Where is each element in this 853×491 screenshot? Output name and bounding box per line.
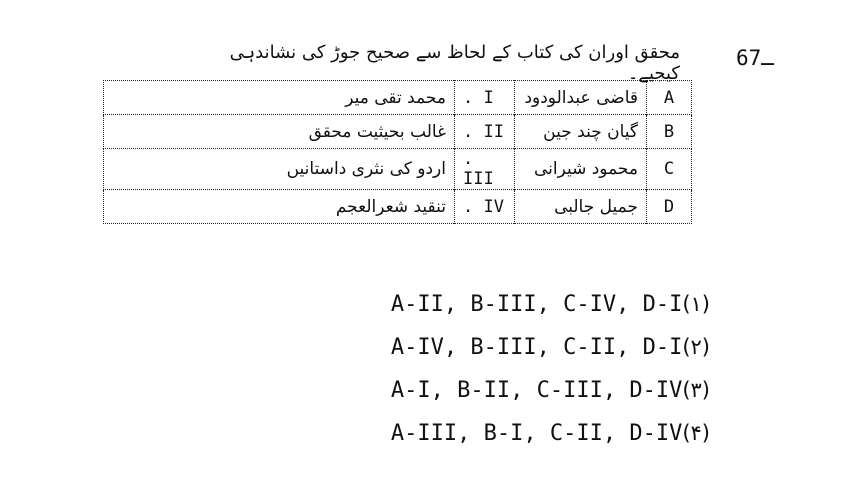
question-dash: ـ	[761, 46, 774, 70]
table-row	[104, 115, 692, 149]
row-letter: B	[647, 115, 692, 149]
table-row	[104, 190, 692, 224]
book-title: تنقید شعرالعجم	[104, 190, 455, 224]
answer-option[interactable]	[260, 378, 710, 421]
row-letter: A	[647, 81, 692, 115]
book-numeral: . II	[455, 115, 515, 149]
option-number: (۲)	[682, 335, 710, 359]
answer-option[interactable]	[260, 292, 710, 335]
matching-table	[103, 80, 692, 224]
option-text: A-I, B-II, C-III, D-IV	[390, 378, 683, 403]
researcher-name: محمود شیرانی	[515, 149, 647, 190]
book-title: غالب بحیثیت محقق	[104, 115, 455, 149]
option-text: A-III, B-I, C-II, D-IV	[390, 421, 683, 446]
table-row	[104, 81, 692, 115]
table-row	[104, 149, 692, 190]
researcher-name: گیان چند جین	[515, 115, 647, 149]
option-number: (۳)	[682, 378, 710, 402]
row-letter: C	[647, 149, 692, 190]
option-number: (۴)	[682, 421, 710, 445]
answer-option[interactable]	[260, 335, 710, 378]
question-number	[736, 46, 774, 70]
question-stem: محقق اوران کی کتاب کے لحاظ سے صحیح جوڑ کی نشاندہی کیجیے۔	[229, 42, 680, 84]
researcher-name: قاضی عبدالودود	[515, 81, 647, 115]
option-text: A-II, B-III, C-IV, D-I	[390, 292, 683, 317]
option-number: (۱)	[682, 292, 710, 316]
answer-option[interactable]	[260, 421, 710, 464]
book-numeral: . III	[455, 149, 515, 190]
question-number-value: 67	[736, 46, 762, 70]
researcher-name: جمیل جالبی	[515, 190, 647, 224]
book-title: محمد تقی میر	[104, 81, 455, 115]
option-text: A-IV, B-III, C-II, D-I	[390, 335, 683, 360]
book-numeral: . I	[455, 81, 515, 115]
book-numeral: . IV	[455, 190, 515, 224]
answer-options	[260, 292, 710, 464]
row-letter: D	[647, 190, 692, 224]
book-title: اردو کی نثری داستانیں	[104, 149, 455, 190]
